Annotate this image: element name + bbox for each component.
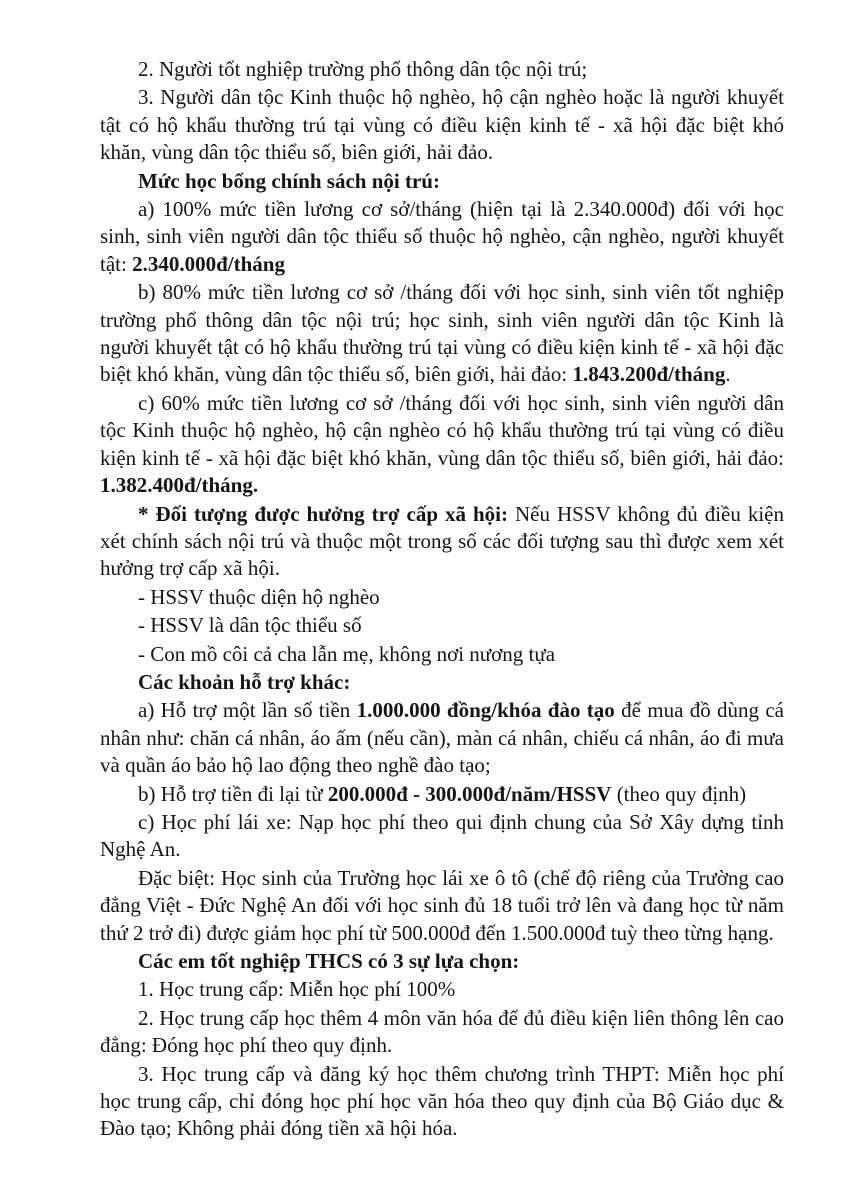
paragraph [100,196,784,278]
text-run: 3. Học trung cấp và đăng ký học thêm chương trình THPT: Miễn học phí học trung cấp, chỉ đóng học phí học văn hóa theo quy định của Bộ Giáo dục & Đào tạo; Không phải đóng tiền xã hội hóa. [100,1061,784,1141]
text-run: - HSSV thuộc diện hộ nghèo [138,584,380,609]
paragraph [100,948,784,975]
text-run: Đặc biệt: Học sinh của Trường học lái xe ô tô (chế độ riêng của Trường cao đẳng Việt - Đức Nghệ An đối với học sinh đủ 18 tuổi trở lên và đang học từ năm thứ 2 trở đi) được giảm học phí từ 500.000đ đến 1.500.000đ tuỳ theo từng hạng. [100,865,784,945]
text-run: để mua đồ dùng cá nhân như: chăn cá nhân, áo ấm (nếu cần), màn cá nhân, chiếu cá nhân, áo đi mưa và quần áo bảo hộ lao động theo nghề đào tạo; [100,698,784,778]
paragraph [100,669,784,696]
text-run: 1. Học trung cấp: Miễn học phí 100% [138,977,456,1002]
text-run: b) Hỗ trợ tiền đi lại từ [138,781,328,806]
paragraph [100,641,784,668]
text-run: 2. Học trung cấp học thêm 4 môn văn hóa để đủ điều kiện liên thông lên cao đẳng: Đóng học phí theo quy định. [100,1005,784,1058]
paragraph [100,390,784,500]
text-run: (theo quy định) [611,781,747,806]
text-run: 2.340.000đ/tháng [132,251,285,276]
text-run: 3. Người dân tộc Kinh thuộc hộ nghèo, hộ cận nghèo hoặc là người khuyết tật có hộ khẩu thường trú tại vùng có điều kiện kinh tế - xã hội đặc biệt khó khăn, vùng dân tộc thiểu số, biên giới, hải đảo. [100,85,784,165]
paragraph [100,279,784,389]
text-run: 200.000đ - 300.000đ/năm/HSSV [327,781,612,806]
paragraph [100,612,784,639]
document-body [100,56,784,1144]
paragraph [100,809,784,864]
paragraph [100,1005,784,1060]
paragraph [100,168,784,195]
paragraph [100,976,784,1003]
text-run: . [725,362,731,387]
text-run: b) 80% mức tiền lương cơ sở /tháng đối với học sinh, sinh viên tốt nghiệp trường phổ thông dân tộc nội trú; học sinh, sinh viên người dân tộc Kinh là người khuyết tật có hộ khẩu thường trú tại vùng có điều kiện kinh tế - xã hội đặc biệt khó khăn, vùng dân tộc thiểu số, biên giới, hải đảo: [100,280,784,387]
paragraph [100,1061,784,1143]
paragraph [100,697,784,779]
paragraph [100,501,784,583]
text-run: - HSSV là dân tộc thiểu số [138,613,362,638]
text-run: Nếu HSSV không đủ điều kiện xét chính sách nội trú và thuộc một trong số các đối tượng sau thì được xem xét hưởng trợ cấp xã hội. [100,501,785,581]
text-run: * Đối tượng được hưởng trợ cấp xã hội: [138,501,515,526]
paragraph [100,865,784,947]
text-run: 2. Người tốt nghiệp trường phổ thông dân tộc nội trú; [138,57,588,81]
paragraph [100,56,784,83]
paragraph [100,584,784,611]
paragraph [100,781,784,808]
text-run: Các em tốt nghiệp THCS có 3 sự lựa chọn: [138,949,520,973]
text-run: 1.000.000 đồng/khóa đào tạo [356,698,615,723]
text-run: a) 100% mức tiền lương cơ sở/tháng (hiện tại là 2.340.000đ) đối với học sinh, sinh viên người dân tộc thiểu số thuộc hộ nghèo, cận nghèo, người khuyết tật: [100,197,784,276]
paragraph [100,84,784,166]
text-run: Các khoản hỗ trợ khác: [138,669,351,694]
text-run: 1.843.200đ/tháng [572,362,726,387]
text-run: - Con mồ côi cả cha lẫn mẹ, không nơi nương tựa [138,641,556,666]
text-run: c) Học phí lái xe: Nạp học phí theo qui định chung của Sở Xây dựng tỉnh Nghệ An. [100,809,784,862]
text-run: Mức học bổng chính sách nội trú: [138,168,440,193]
text-run: c) 60% mức tiền lương cơ sở /tháng đối với học sinh, sinh viên người dân tộc Kinh thuộc hộ nghèo, hộ cận nghèo có hộ khẩu thường trú tại vùng có điều kiện kinh tế - xã hội đặc biệt khó khăn, vùng dân tộc thiểu số, biên giới, hải đảo: [100,390,784,470]
text-run: a) Hỗ trợ một lần số tiền [138,698,357,723]
text-run: 1.382.400đ/tháng. [100,473,259,498]
